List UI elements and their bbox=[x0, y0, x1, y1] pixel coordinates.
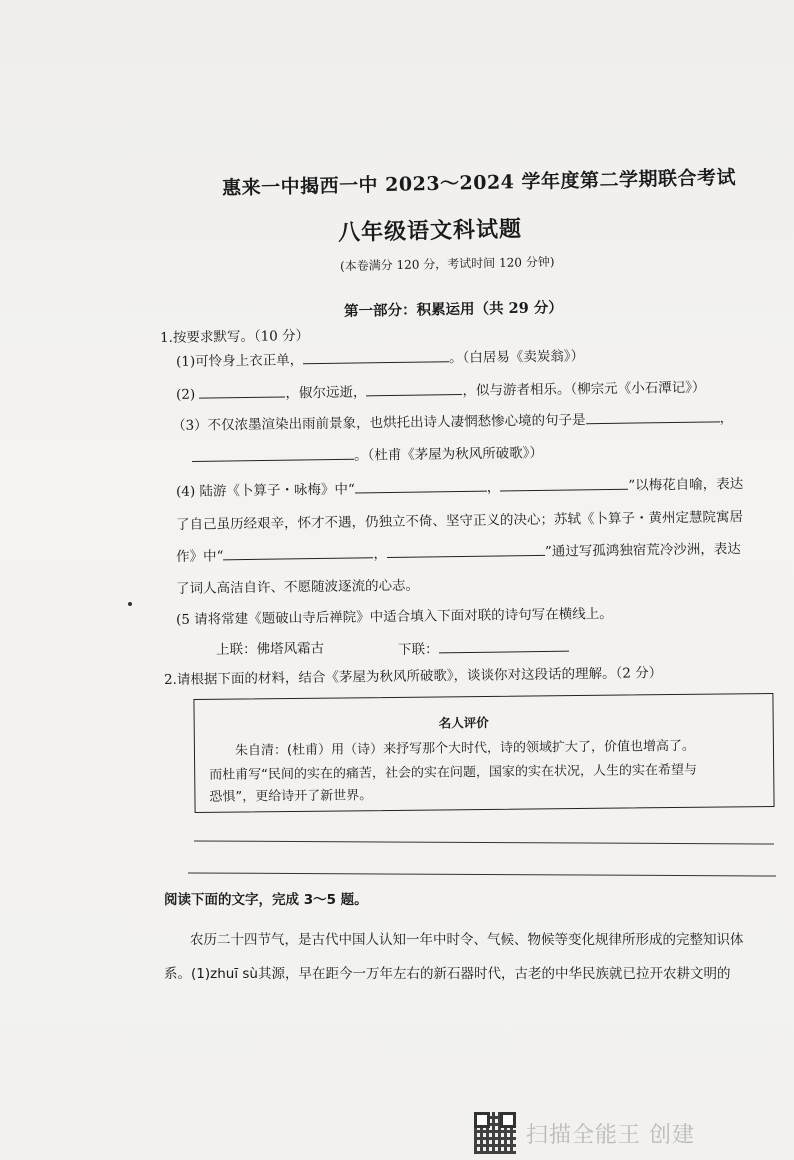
exam-title: 八年级语文科试题 bbox=[337, 216, 523, 246]
reading-paragraph-line: 农历二十四节气，是古代中国人认知一年中时令、气候、物候等变化规律所形成的完整知识体 bbox=[190, 932, 744, 948]
couplet-lower: 下联： bbox=[398, 636, 569, 658]
reading-paragraph-line: 系。(1)zhuī sù其源，早在距今一万年左右的新石器时代，古老的中华民族就已拉开农耕文明的 bbox=[164, 966, 731, 982]
answer-blank[interactable] bbox=[223, 543, 373, 560]
scanner-watermark: 扫描全能王 创建 bbox=[526, 1123, 695, 1148]
exam-note: (本卷满分 120 分，考试时间 120 分钟) bbox=[339, 254, 555, 274]
quote-box bbox=[193, 693, 774, 813]
question-1-part-1: (1)可怜身上衣正单， 。（白居易《卖炭翁》） bbox=[175, 348, 585, 370]
answer-blank[interactable] bbox=[500, 475, 628, 492]
answer-blank[interactable] bbox=[303, 347, 449, 364]
question-1-part-4-l3: 作》中“ ， ”通过写孤鸿独宿荒冷沙洲，表达 bbox=[175, 541, 741, 565]
quote-box-title: 名人评价 bbox=[438, 714, 489, 731]
stray-mark bbox=[128, 602, 132, 606]
question-2-stem: 2.请根据下面的材料，结合《茅屋为秋风所破歌》，谈谈你对这段话的理解。（2 分） bbox=[163, 665, 663, 688]
answer-blank[interactable] bbox=[585, 407, 719, 424]
couplet-upper: 上联：佛塔风霜古 bbox=[215, 640, 325, 658]
question-1-part-4: (4) 陆游《卜算子・咏梅》中“ ， ”以梅花自喻，表达 bbox=[175, 476, 744, 500]
answer-blank[interactable] bbox=[192, 445, 354, 462]
section-title: 第一部分：积累运用（共 29 分） bbox=[343, 299, 563, 320]
question-1-part-3: （3）不仅浓墨渲染出雨前景象，也烘托出诗人凄惘愁惨心境的句子是 ， bbox=[172, 406, 733, 434]
question-1-part-4-l4: 了词人高洁自许、不愿随波逐流的心志。 bbox=[175, 577, 420, 597]
qr-code-icon bbox=[474, 1112, 516, 1154]
question-1-part-4-l2: 了自己虽历经艰辛，怀才不遇，仍独立不倚、坚守正义的决心；苏轼《卜算子・黄州定慧院寓居 bbox=[175, 509, 744, 533]
reading-intro: 阅读下面的文字，完成 3～5 题。 bbox=[164, 892, 368, 908]
answer-blank[interactable] bbox=[387, 541, 545, 558]
answer-blank[interactable] bbox=[355, 477, 487, 494]
quote-line: 而杜甫写“民间的实在的痛苦，社会的实在问题，国家的实在状况，人生的实在希望与 bbox=[209, 762, 698, 783]
quote-line: 恐惧”，更给诗开了新世界。 bbox=[209, 788, 373, 805]
answer-blank[interactable] bbox=[199, 382, 285, 398]
quote-line: 朱自清：(杜甫）用（诗）来抒写那个大时代，诗的领域扩大了，价值也增高了。 bbox=[234, 738, 696, 759]
answer-line[interactable] bbox=[188, 872, 776, 876]
answer-line[interactable] bbox=[194, 840, 774, 844]
question-1-part-3-cont: 。（杜甫《茅屋为秋风所破歌》） bbox=[192, 441, 543, 466]
school-title: 惠来一中揭西一中 2023～2024 学年度第二学期联合考试 bbox=[221, 166, 737, 200]
question-1-stem: 1.按要求默写。（10 分） bbox=[159, 327, 310, 346]
question-1-part-5: (5 请将常建《题破山寺后禅院》中适合填入下面对联的诗句写在横线上。 bbox=[175, 605, 613, 628]
question-1-part-2: (2) ，俶尔远逝， ，似与游者相乐。（柳宗元《小石潭记》） bbox=[175, 379, 706, 403]
answer-blank[interactable] bbox=[366, 380, 462, 396]
answer-blank[interactable] bbox=[438, 637, 568, 654]
